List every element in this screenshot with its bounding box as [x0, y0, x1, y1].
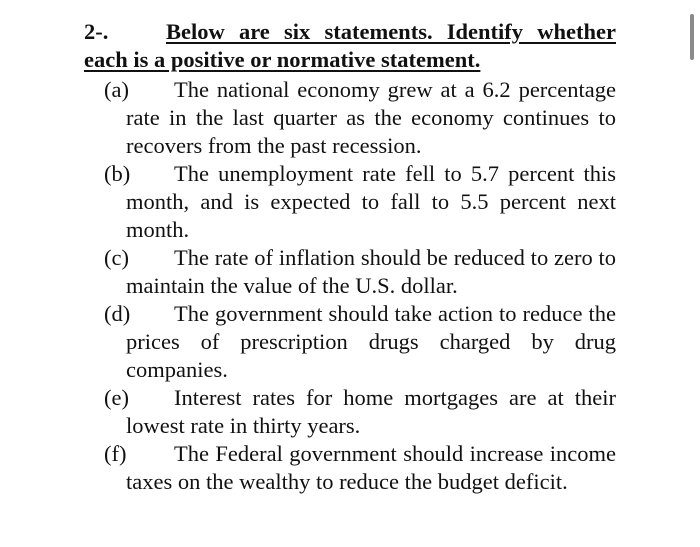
statement-f — [84, 440, 616, 496]
statement-list — [84, 76, 616, 496]
question-number: 2-. — [84, 19, 109, 44]
statement-letter: (c) — [104, 245, 129, 270]
statement-b — [84, 160, 616, 244]
statement-text: Interest rates for home mortgages are at their lowest rate in thirty years. — [126, 385, 616, 438]
statement-text: The national economy grew at a 6.2 percentage rate in the last quarter as the economy continues to recovers from the past recession. — [126, 77, 616, 158]
statement-a — [84, 76, 616, 160]
statement-text: The government should take action to reduce the prices of prescription drugs charged by drug companies. — [126, 301, 616, 382]
question-block — [84, 18, 616, 496]
statement-e — [84, 384, 616, 440]
statement-text: The rate of inflation should be reduced to zero to maintain the value of the U.S. dollar. — [126, 245, 616, 298]
statement-text: The unemployment rate fell to 5.7 percent this month, and is expected to fall to 5.5 percent next month. — [126, 161, 616, 242]
statement-letter: (a) — [104, 77, 129, 102]
scrollbar[interactable] — [690, 14, 694, 60]
statement-d — [84, 300, 616, 384]
statement-letter: (b) — [104, 161, 131, 186]
statement-text: The Federal government should increase income taxes on the wealthy to reduce the budget deficit. — [126, 441, 616, 494]
question-prompt: Below are six statements. Identify whether each is a positive or normative statement. — [84, 19, 616, 72]
statement-letter: (d) — [104, 301, 131, 326]
statement-c — [84, 244, 616, 300]
question-heading — [84, 18, 616, 74]
statement-letter: (f) — [104, 441, 127, 466]
statement-letter: (e) — [104, 385, 129, 410]
